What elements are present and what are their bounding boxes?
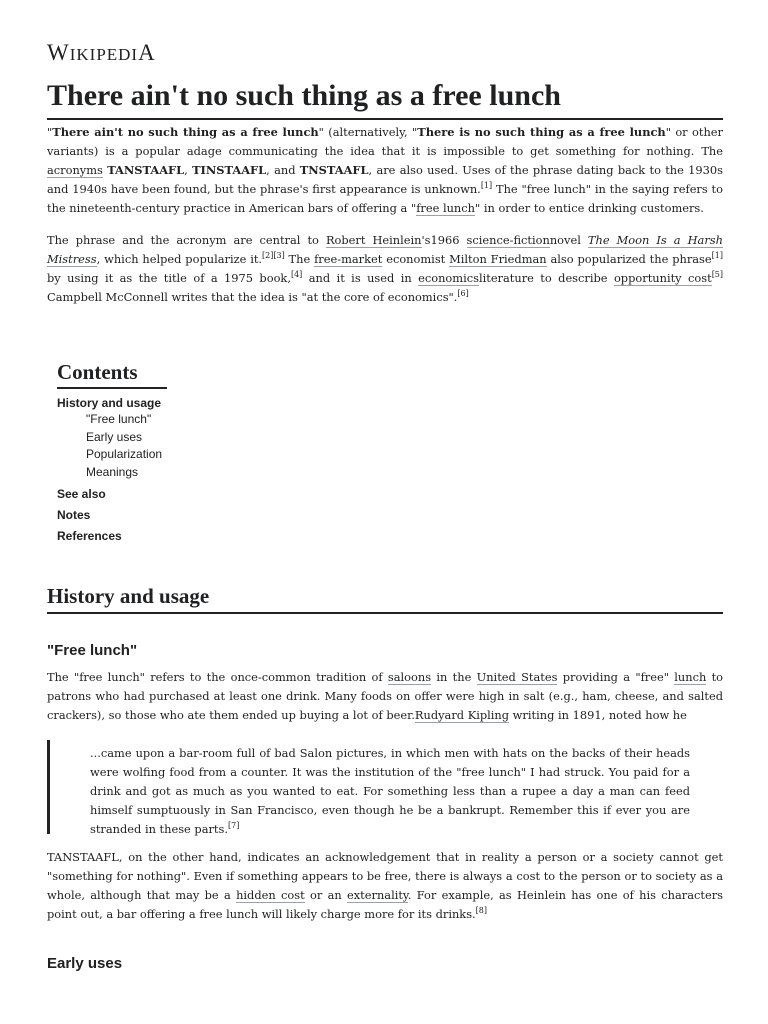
heading-history-and-usage: History and usage <box>47 583 723 614</box>
toc-item-references[interactable]: References <box>57 529 122 543</box>
link-economics[interactable]: economics <box>418 271 479 285</box>
citation-6[interactable]: [6] <box>457 289 469 299</box>
kipling-blockquote <box>47 740 726 834</box>
citation-1b[interactable]: [1] <box>711 251 723 261</box>
toc-title: Contents <box>57 360 167 389</box>
link-free-market[interactable]: free-market <box>314 252 383 266</box>
link-hidden-cost[interactable]: hidden cost <box>236 888 305 902</box>
citation-7[interactable]: [7] <box>227 821 240 831</box>
citation-8[interactable]: [8] <box>475 906 488 916</box>
toc-item-free-lunch[interactable]: "Free lunch" <box>86 412 152 426</box>
toc-item-early-uses[interactable]: Early uses <box>86 429 143 444</box>
citation-1[interactable]: [1] <box>480 181 493 191</box>
paragraph-free-lunch: The "free lunch" refers to the once-common tradition of saloons in the United States providing a "free" lunch to patrons who had purchased at least one drink. Many foods on offer were high in salt (e.g., ham, cheese, and salted crackers), so those who ate them ended up buying a lot of beer.Rudyard Kipling writing in 1891, noted how he <box>47 670 724 722</box>
quote-text: ...came upon a bar-room full of bad Salon pictures, in which men with hats on the backs of their heads were wolfing food from a counter. It was the institution of the "free lunch" I had struck. You paid for a drink and got as much as you wanted to eat. For something less than a rupee a day a man can feed himself sumptuously in San Francisco, even though he be a bankrupt. Remember this if ever you are stranded in these parts.[7] <box>90 746 690 836</box>
table-of-contents <box>57 360 357 547</box>
link-free-lunch[interactable]: free lunch <box>416 201 475 215</box>
link-united-states[interactable]: United States <box>476 670 558 684</box>
toc-item-history[interactable]: History and usage <box>57 396 162 410</box>
page-title: There ain't no such thing as a free lunch <box>47 78 723 120</box>
toc-item-meanings[interactable]: Meanings <box>86 464 139 479</box>
intro-paragraph-1: "There ain't no such thing as a free lunch" (alternatively, "There is no such thing as a free lunch" or other variants) is a popular adage communicating the idea that it is impossible to get something for nothing. The acronyms TANSTAAFL, TINSTAAFL, and TNSTAAFL, are also used. Uses of the phrase dating back to the 1930s and 1940s have been found, but the phrase's first appearance is unknown.[1] The "free lunch" in the saying refers to the nineteenth-century practice in American bars of offering a "free lunch" in order to entice drinking customers. <box>47 125 724 215</box>
link-moon-harsh-mistress[interactable]: The Moon Is a Harsh Mistress <box>47 233 723 266</box>
heading-early-uses: Early uses <box>47 955 123 972</box>
heading-free-lunch: "Free lunch" <box>47 642 138 659</box>
wikipedia-wordmark[interactable] <box>47 40 156 66</box>
link-robert-heinlein[interactable]: Robert Heinlein <box>325 233 422 247</box>
intro-paragraph-2: The phrase and the acronym are central to Robert Heinlein's1966 science-fictionnovel The Moon Is a Harsh Mistress, which helped popularize it.[2][3] The free-market economist Milton Friedman also popularized the phrase[1] by using it as the title of a 1975 book,[4] and it is used in economicsliterature to describe opportunity cost[5] Campbell McConnell writes that the idea is "at the core of economics".[6] <box>47 233 724 304</box>
citation-2-3[interactable]: [2][3] <box>262 251 285 261</box>
link-science-fiction[interactable]: science-fiction <box>466 233 550 247</box>
link-externality[interactable]: externality <box>347 888 408 902</box>
wordmark-middle: IKIPEDI <box>69 45 139 64</box>
link-saloons[interactable]: saloons <box>387 670 432 684</box>
toc-item-notes[interactable]: Notes <box>57 508 91 522</box>
citation-4[interactable]: [4] <box>290 270 303 280</box>
toc-item-popularization[interactable]: Popularization <box>86 447 163 461</box>
wordmark-a: A <box>138 40 156 65</box>
link-lunch[interactable]: lunch <box>674 670 707 684</box>
paragraph-tanstaafl: TANSTAAFL, on the other hand, indicates an acknowledgement that in reality a person or a society cannot get "something for nothing". Even if something appears to be free, there is always a cost to the person or to society as a whole, although that may be a hidden cost or an externality. For example, as Heinlein has one of his characters point out, a bar offering a free lunch will likely charge more for its drinks.[8] <box>47 850 724 921</box>
toc-item-see-also[interactable]: See also <box>57 487 106 501</box>
wordmark-w: W <box>47 40 70 65</box>
citation-5[interactable]: [5] <box>711 270 724 280</box>
link-opportunity-cost[interactable]: opportunity cost <box>613 271 712 285</box>
link-milton-friedman[interactable]: Milton Friedman <box>449 252 547 266</box>
link-rudyard-kipling[interactable]: Rudyard Kipling <box>414 708 510 722</box>
link-acronyms[interactable]: acronyms <box>47 163 103 177</box>
